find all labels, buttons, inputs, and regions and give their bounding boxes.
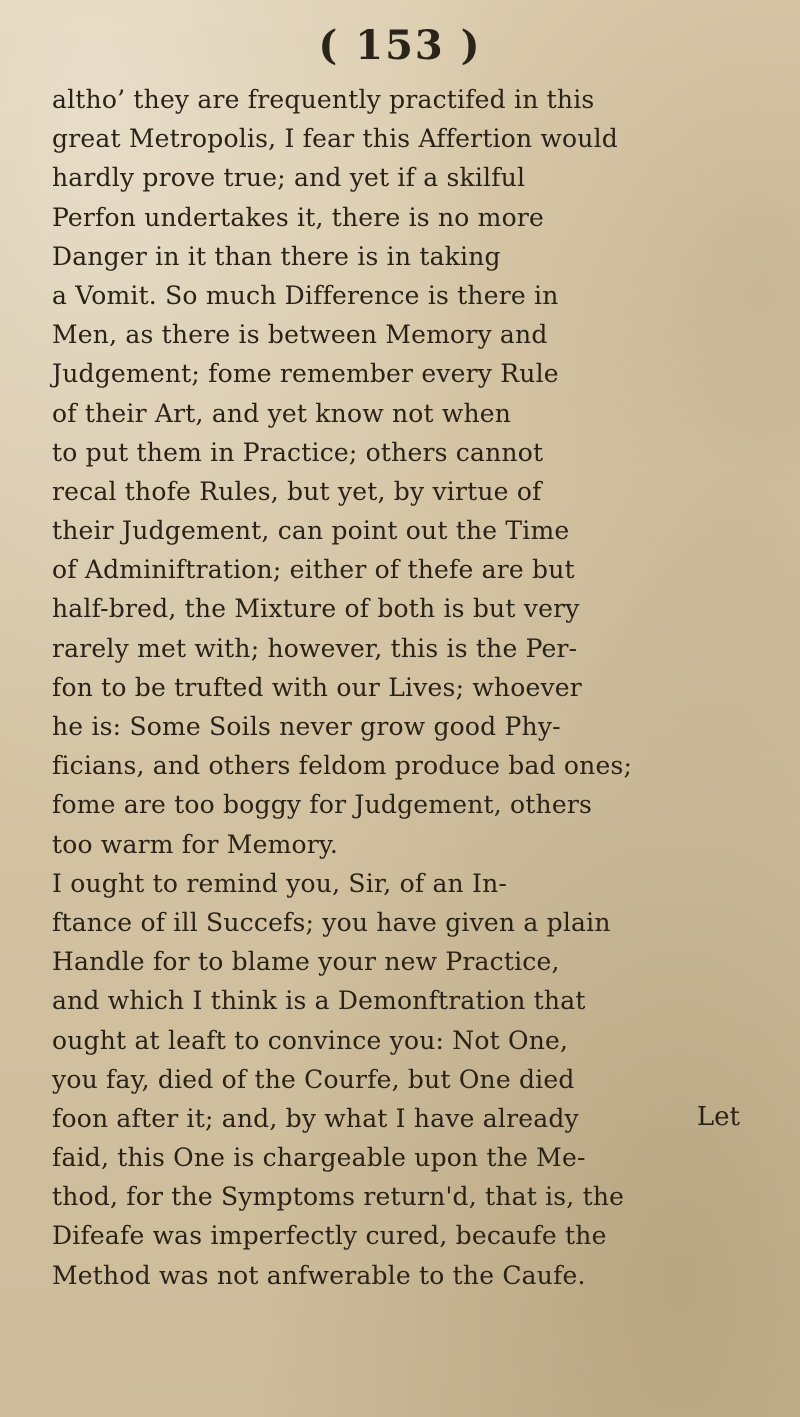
text-line: Method was not anfwerable to the Caufe. — [52, 1260, 586, 1290]
catchword: Let — [696, 1102, 740, 1132]
page-text — [52, 80, 762, 1295]
text-line: and which I think is a Demonftration that — [52, 986, 586, 1016]
text-line: ought at leaft to convince you: Not One, — [52, 1025, 569, 1055]
text-line: thod, for the Symptoms return'd, that is, the — [52, 1182, 625, 1212]
text-line: Danger in it than there is in taking — [52, 241, 501, 271]
text-line: recal thofe Rules, but yet, by virtue of — [52, 476, 542, 506]
page-number: ( 153 ) — [318, 22, 482, 69]
text-line: to put them in Practice; others cannot — [52, 437, 544, 467]
text-line: too warm for Memory. — [52, 829, 339, 859]
text-line: he is: Some Soils never grow good Phy- — [52, 712, 561, 741]
text-line: ficians, and others feldom produce bad ones; — [52, 751, 633, 781]
text-line: fon to be trufted with our Lives; whoever — [52, 672, 582, 702]
text-line: faid, this One is chargeable upon the Me- — [52, 1143, 586, 1173]
text-line: Men, as there is between Memory and — [52, 320, 548, 350]
text-line: of Adminiftration; either of thefe are but — [52, 555, 575, 585]
text-line: altho’ they are frequently practifed in this — [52, 85, 595, 114]
text-line: fome are too boggy for Judgement, others — [52, 790, 593, 820]
text-line: half-bred, the Mixture of both is but very — [52, 594, 580, 624]
text-line: Judgement; fome remember every Rule — [52, 359, 559, 389]
text-line: a Vomit. So much Difference is there in — [52, 280, 559, 310]
text-line: their Judgement, can point out the Time — [52, 516, 570, 546]
text-line: Perfon undertakes it, there is no more — [52, 202, 544, 232]
text-line: Difeafe was imperfectly cured, becaufe the — [52, 1221, 607, 1251]
text-line: foon after it; and, by what I have already — [52, 1103, 579, 1133]
text-line: great Metropolis, I fear this Affertion would — [52, 124, 619, 154]
text-line: Handle for to blame your new Practice, — [52, 947, 560, 977]
text-line: hardly prove true; and yet if a skilful — [52, 163, 526, 193]
text-line: ftance of ill Succefs; you have given a plain — [52, 907, 611, 937]
text-line: I ought to remind you, Sir, of an In- — [52, 868, 508, 898]
text-line: you fay, died of the Courfe, but One died — [52, 1064, 575, 1094]
text-line: rarely met with; however, this is the Per- — [52, 633, 578, 663]
text-line: of their Art, and yet know not when — [52, 398, 512, 428]
